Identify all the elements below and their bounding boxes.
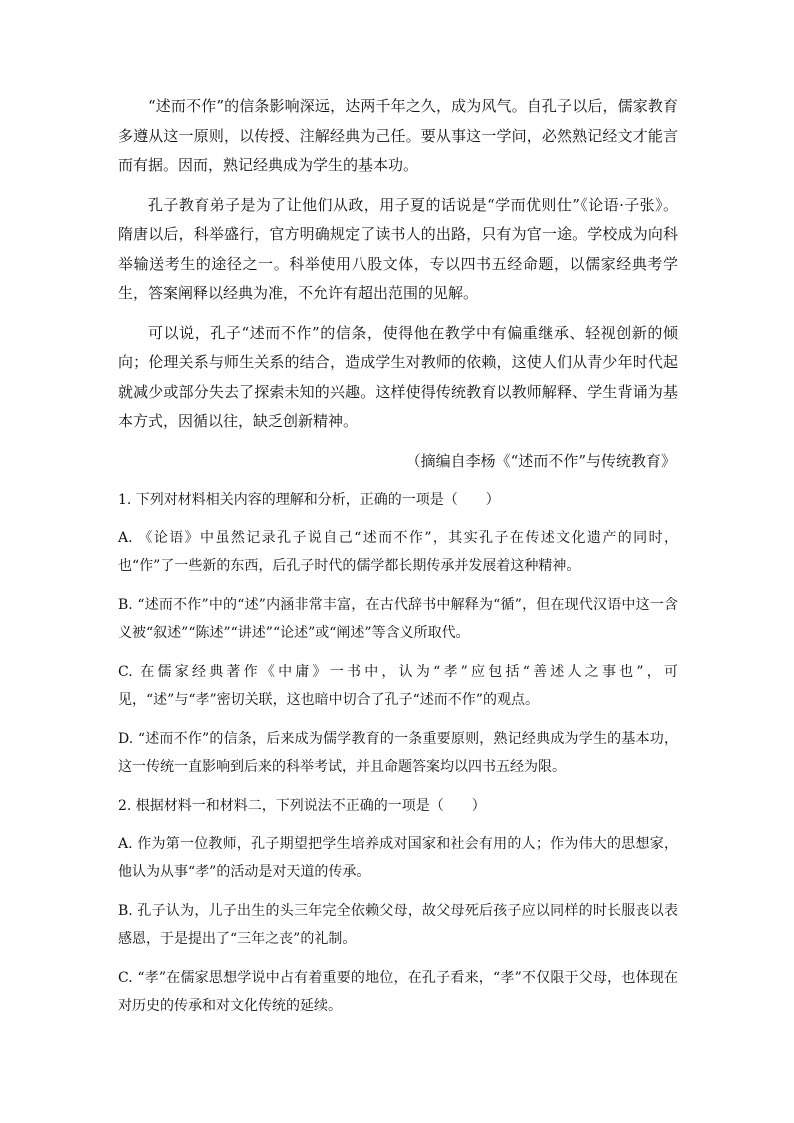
passage-paragraph-1: “述而不作”的信条影响深远，达两千年之久，成为风气。自孔子以后，儒家教育多遵从这一原则，以传授、注解经典为己任。要从事这一学问，必然熟记经文才能言而有据。因而，熟记经典成为学生的基本功。 (118, 97, 678, 174)
question-1 (118, 486, 678, 782)
question-2 (118, 792, 678, 1021)
question-2-stem: 2. 根据材料一和材料二，下列说法不正确的一项是（ ） (118, 797, 486, 814)
question-2-option-b: B. 孔子认为，儿子出生的头三年完全依赖父母，故父母死后孩子应以同样的时长服丧以表感恩，于是提出了“三年之丧”的礼制。 (118, 902, 678, 947)
question-1-option-c: C. 在儒家经典著作《中庸》一书中，认为“孝”应包括“善述人之事也”，可见，“述”与“孝”密切关联，这也暗中切合了孔子“述而不作”的观点。 (118, 663, 678, 708)
passage-paragraph-3: 可以说，孔子“述而不作”的信条，使得他在教学中有偏重继承、轻视创新的倾向；伦理关系与师生关系的结合，造成学生对教师的依赖，这使人们从青少年时代起就减少或部分失去了探索未知的兴趣。这样使得传统教育以教师解释、学生背诵为基本方式，因循以往，缺乏创新精神。 (118, 323, 678, 430)
document-page (118, 92, 678, 1031)
question-2-option-a: A. 作为第一位教师，孔子期望把学生培养成对国家和社会有用的人；作为伟大的思想家，他认为从事“孝”的活动是对天道的传承。 (118, 835, 678, 880)
question-2-option-c: C. “孝”在儒家思想学说中占有着重要的地位，在孔子看来，“孝”不仅限于父母，也体现在对历史的传承和对文化传统的延续。 (118, 969, 678, 1014)
question-1-option-b: B. “述而不作”中的“述”内涵非常丰富，在古代辞书中解释为“循”，但在现代汉语中这一含义被“叙述”“陈述”“讲述”“论述”或“阐述”等含义所取代。 (118, 596, 678, 641)
question-1-option-a: A. 《论语》中虽然记录孔子说自己“述而不作”，其实孔子在传述文化遗产的同时，也“作”了一些新的东西，后孔子时代的儒学都长期传承并发展着这种精神。 (118, 529, 678, 574)
passage-source: （摘编自李杨《“述而不作”与传统教育》 (405, 451, 676, 470)
passage-paragraph-2: 孔子教育弟子是为了让他们从政，用子夏的话说是“学而优则仕”《论语·子张》。隋唐以后，科举盛行，官方明确规定了读书人的出路，只有为官一途。学校成为向科举输送考生的途径之一。科举使用八股文体，专以四书五经命题，以儒家经典考学生，答案阐释以经典为准，不允许有超出范围的见解。 (118, 195, 678, 302)
question-1-stem: 1. 下列对材料相关内容的理解和分析，正确的一项是（ ） (118, 491, 500, 508)
question-1-option-d: D. “述而不作”的信条，后来成为儒学教育的一条重要原则，熟记经典成为学生的基本功，这一传统一直影响到后来的科举考试，并且命题答案均以四书五经为限。 (118, 730, 678, 775)
